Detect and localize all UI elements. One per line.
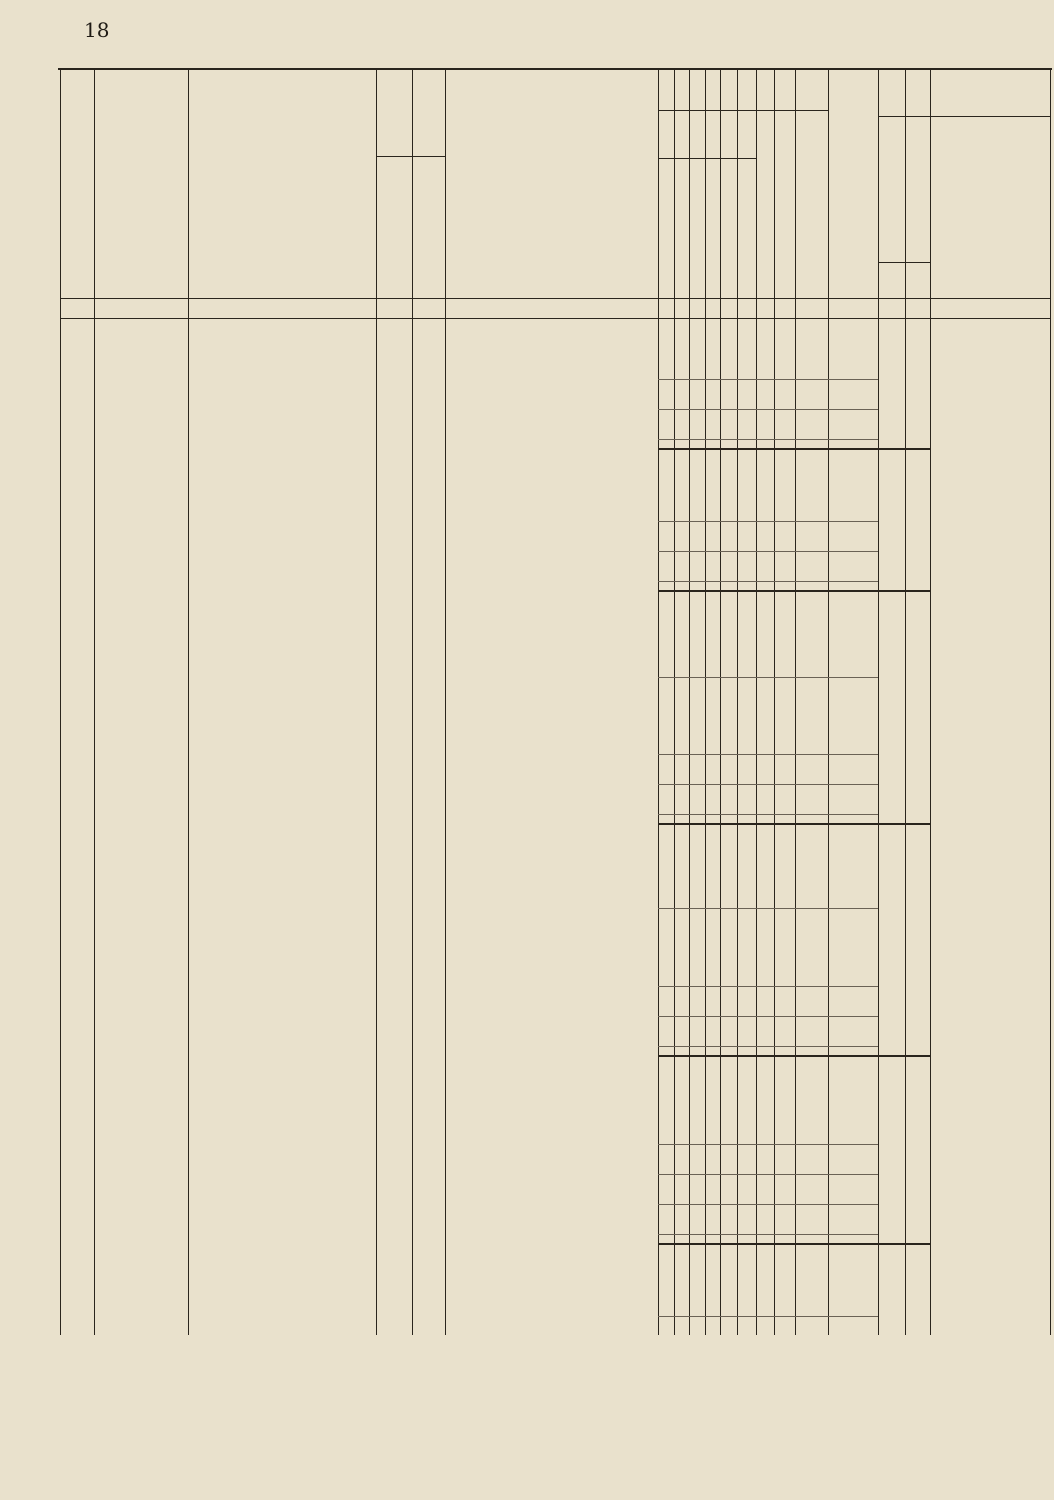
item-rule xyxy=(658,1174,878,1175)
total-rule xyxy=(658,1055,930,1057)
column-rule xyxy=(376,68,377,1335)
column-rule xyxy=(878,68,879,1335)
column-rule xyxy=(412,68,413,1335)
column-rule xyxy=(905,68,906,1335)
total-rule xyxy=(658,1243,930,1245)
item-rule xyxy=(658,379,878,380)
column-rule xyxy=(930,68,931,1335)
item-rule xyxy=(658,409,878,410)
item-rule xyxy=(658,908,878,909)
column-rule xyxy=(188,68,189,1335)
item-rule xyxy=(658,986,878,987)
header-valuation xyxy=(832,78,874,293)
item-rule xyxy=(658,1234,878,1235)
item-rule xyxy=(658,581,878,582)
count-rule xyxy=(878,262,930,263)
header-bottom-rule xyxy=(60,298,1050,299)
item-rule xyxy=(658,1204,878,1205)
sub-rule xyxy=(705,158,756,159)
item-rule xyxy=(658,1316,878,1317)
total-rule xyxy=(658,448,930,450)
item-rule xyxy=(658,1016,878,1017)
area-group-rule xyxy=(376,156,445,157)
use-group-rule xyxy=(878,116,1050,117)
total-rule xyxy=(658,823,930,825)
item-rule xyxy=(658,439,878,440)
column-rule xyxy=(94,68,95,1335)
header-trade-estab xyxy=(908,122,930,258)
item-rule xyxy=(658,784,878,785)
total-rule xyxy=(658,590,930,592)
item-rule xyxy=(658,754,878,755)
page-number: 18 xyxy=(84,18,110,42)
sub-rule xyxy=(658,158,705,159)
table-top-rule xyxy=(58,68,1052,70)
item-rule xyxy=(658,1046,878,1047)
column-rule xyxy=(445,68,446,1335)
item-rule xyxy=(658,1144,878,1145)
item-rule xyxy=(658,551,878,552)
colnum-bottom-rule xyxy=(60,318,1050,319)
item-rule xyxy=(658,814,878,815)
column-rule xyxy=(60,68,61,1335)
item-rule xyxy=(658,677,878,678)
buildings-group-rule xyxy=(658,110,828,111)
item-rule xyxy=(658,521,878,522)
column-rule xyxy=(1050,68,1051,1335)
